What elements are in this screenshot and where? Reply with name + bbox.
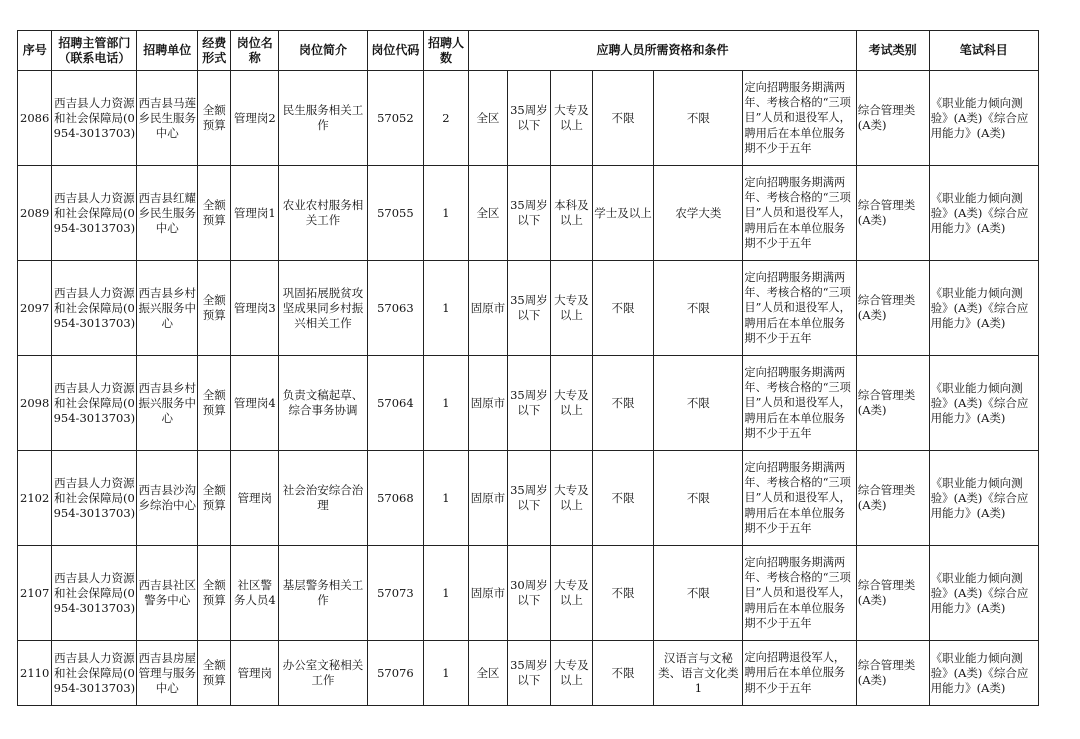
cell-post-code: 57064 bbox=[368, 356, 424, 451]
cell-written-subject: 《职业能力倾向测验》(A类)《综合应用能力》(A类) bbox=[929, 71, 1038, 166]
cell-seq: 2086 bbox=[18, 71, 52, 166]
cell-degree: 不限 bbox=[592, 451, 654, 546]
cell-written-subject: 《职业能力倾向测验》(A类)《综合应用能力》(A类) bbox=[929, 546, 1038, 641]
table-row bbox=[18, 166, 1039, 261]
cell-post-name: 管理岗2 bbox=[231, 71, 279, 166]
cell-post-name: 管理岗3 bbox=[231, 261, 279, 356]
cell-dept: 西吉县人力资源和社会保障局(0954-3013703) bbox=[52, 641, 137, 706]
table-row bbox=[18, 261, 1039, 356]
cell-written-subject: 《职业能力倾向测验》(A类)《综合应用能力》(A类) bbox=[929, 451, 1038, 546]
header-funding: 经费形式 bbox=[198, 31, 231, 71]
cell-unit: 西吉县乡村振兴服务中心 bbox=[137, 261, 198, 356]
cell-region: 固原市 bbox=[469, 451, 507, 546]
header-exam-type: 考试类别 bbox=[856, 31, 929, 71]
cell-count: 2 bbox=[423, 71, 469, 166]
cell-dept: 西吉县人力资源和社会保障局(0954-3013703) bbox=[52, 451, 137, 546]
cell-major: 不限 bbox=[654, 356, 743, 451]
cell-region: 固原市 bbox=[469, 546, 507, 641]
cell-major: 不限 bbox=[654, 71, 743, 166]
cell-other-conditions: 定向招聘服务期满两年、考核合格的“三项目”人员和退役军人，聘用后在本单位服务期不少于五年 bbox=[743, 451, 856, 546]
cell-funding: 全额预算 bbox=[198, 71, 231, 166]
cell-other-conditions: 定向招聘服务期满两年、考核合格的“三项目”人员和退役军人，聘用后在本单位服务期不少于五年 bbox=[743, 166, 856, 261]
header-post-code: 岗位代码 bbox=[368, 31, 424, 71]
cell-written-subject: 《职业能力倾向测验》(A类)《综合应用能力》(A类) bbox=[929, 261, 1038, 356]
cell-major: 不限 bbox=[654, 261, 743, 356]
cell-funding: 全额预算 bbox=[198, 261, 231, 356]
header-dept: 招聘主管部门（联系电话） bbox=[52, 31, 137, 71]
cell-post-name: 管理岗 bbox=[231, 641, 279, 706]
cell-post-intro: 基层警务相关工作 bbox=[279, 546, 368, 641]
cell-seq: 2089 bbox=[18, 166, 52, 261]
cell-unit: 西吉县沙沟乡综治中心 bbox=[137, 451, 198, 546]
cell-region: 固原市 bbox=[469, 356, 507, 451]
cell-post-name: 社区警务人员4 bbox=[231, 546, 279, 641]
header-written-subject: 笔试科目 bbox=[929, 31, 1038, 71]
cell-count: 1 bbox=[423, 356, 469, 451]
cell-exam-type: 综合管理类(A类) bbox=[856, 451, 929, 546]
cell-other-conditions: 定向招聘服务期满两年、考核合格的“三项目”人员和退役军人，聘用后在本单位服务期不少于五年 bbox=[743, 356, 856, 451]
cell-age: 35周岁以下 bbox=[507, 71, 551, 166]
cell-count: 1 bbox=[423, 451, 469, 546]
cell-unit: 西吉县乡村振兴服务中心 bbox=[137, 356, 198, 451]
header-seq: 序号 bbox=[18, 31, 52, 71]
cell-degree: 不限 bbox=[592, 71, 654, 166]
cell-age: 35周岁以下 bbox=[507, 261, 551, 356]
cell-count: 1 bbox=[423, 546, 469, 641]
cell-count: 1 bbox=[423, 166, 469, 261]
cell-post-intro: 民生服务相关工作 bbox=[279, 71, 368, 166]
cell-age: 35周岁以下 bbox=[507, 356, 551, 451]
cell-funding: 全额预算 bbox=[198, 546, 231, 641]
table-row bbox=[18, 641, 1039, 706]
cell-region: 全区 bbox=[469, 641, 507, 706]
cell-seq: 2102 bbox=[18, 451, 52, 546]
table-row bbox=[18, 546, 1039, 641]
cell-exam-type: 综合管理类(A类) bbox=[856, 166, 929, 261]
cell-dept: 西吉县人力资源和社会保障局(0954-3013703) bbox=[52, 166, 137, 261]
cell-unit: 西吉县社区警务中心 bbox=[137, 546, 198, 641]
cell-other-conditions: 定向招聘退役军人，聘用后在本单位服务期不少于五年 bbox=[743, 641, 856, 706]
cell-dept: 西吉县人力资源和社会保障局(0954-3013703) bbox=[52, 546, 137, 641]
cell-exam-type: 综合管理类(A类) bbox=[856, 546, 929, 641]
cell-exam-type: 综合管理类(A类) bbox=[856, 71, 929, 166]
cell-written-subject: 《职业能力倾向测验》(A类)《综合应用能力》(A类) bbox=[929, 641, 1038, 706]
cell-degree: 不限 bbox=[592, 546, 654, 641]
header-conditions: 应聘人员所需资格和条件 bbox=[469, 31, 857, 71]
cell-seq: 2097 bbox=[18, 261, 52, 356]
cell-degree: 学士及以上 bbox=[592, 166, 654, 261]
cell-region: 固原市 bbox=[469, 261, 507, 356]
recruitment-table bbox=[17, 30, 1039, 706]
header-unit: 招聘单位 bbox=[137, 31, 198, 71]
cell-written-subject: 《职业能力倾向测验》(A类)《综合应用能力》(A类) bbox=[929, 356, 1038, 451]
cell-dept: 西吉县人力资源和社会保障局(0954-3013703) bbox=[52, 71, 137, 166]
cell-major: 农学大类 bbox=[654, 166, 743, 261]
cell-seq: 2110 bbox=[18, 641, 52, 706]
cell-other-conditions: 定向招聘服务期满两年、考核合格的“三项目”人员和退役军人，聘用后在本单位服务期不少于五年 bbox=[743, 71, 856, 166]
header-post-intro: 岗位简介 bbox=[279, 31, 368, 71]
cell-post-code: 57076 bbox=[368, 641, 424, 706]
cell-other-conditions: 定向招聘服务期满两年、考核合格的“三项目”人员和退役军人，聘用后在本单位服务期不少于五年 bbox=[743, 261, 856, 356]
cell-education: 大专及以上 bbox=[551, 641, 592, 706]
cell-education: 大专及以上 bbox=[551, 261, 592, 356]
cell-post-code: 57052 bbox=[368, 71, 424, 166]
cell-degree: 不限 bbox=[592, 641, 654, 706]
header-row bbox=[18, 31, 1039, 71]
cell-dept: 西吉县人力资源和社会保障局(0954-3013703) bbox=[52, 261, 137, 356]
cell-post-intro: 社会治安综合治理 bbox=[279, 451, 368, 546]
table-row bbox=[18, 71, 1039, 166]
cell-post-intro: 负责文稿起草、综合事务协调 bbox=[279, 356, 368, 451]
cell-funding: 全额预算 bbox=[198, 356, 231, 451]
cell-post-intro: 办公室文秘相关工作 bbox=[279, 641, 368, 706]
cell-region: 全区 bbox=[469, 166, 507, 261]
cell-funding: 全额预算 bbox=[198, 166, 231, 261]
cell-major: 不限 bbox=[654, 546, 743, 641]
cell-age: 35周岁以下 bbox=[507, 641, 551, 706]
table-row bbox=[18, 451, 1039, 546]
cell-major: 不限 bbox=[654, 451, 743, 546]
cell-exam-type: 综合管理类(A类) bbox=[856, 261, 929, 356]
cell-post-name: 管理岗1 bbox=[231, 166, 279, 261]
cell-age: 35周岁以下 bbox=[507, 451, 551, 546]
table-row bbox=[18, 356, 1039, 451]
cell-exam-type: 综合管理类(A类) bbox=[856, 356, 929, 451]
cell-post-name: 管理岗4 bbox=[231, 356, 279, 451]
cell-count: 1 bbox=[423, 261, 469, 356]
cell-age: 30周岁以下 bbox=[507, 546, 551, 641]
cell-education: 大专及以上 bbox=[551, 356, 592, 451]
cell-education: 大专及以上 bbox=[551, 451, 592, 546]
cell-post-code: 57063 bbox=[368, 261, 424, 356]
header-count: 招聘人数 bbox=[423, 31, 469, 71]
cell-dept: 西吉县人力资源和社会保障局(0954-3013703) bbox=[52, 356, 137, 451]
cell-degree: 不限 bbox=[592, 261, 654, 356]
cell-education: 本科及以上 bbox=[551, 166, 592, 261]
cell-funding: 全额预算 bbox=[198, 641, 231, 706]
cell-education: 大专及以上 bbox=[551, 546, 592, 641]
cell-major: 汉语言与文秘类、语言文化类1 bbox=[654, 641, 743, 706]
cell-region: 全区 bbox=[469, 71, 507, 166]
cell-post-code: 57068 bbox=[368, 451, 424, 546]
cell-seq: 2107 bbox=[18, 546, 52, 641]
cell-post-code: 57073 bbox=[368, 546, 424, 641]
cell-funding: 全额预算 bbox=[198, 451, 231, 546]
header-post-name: 岗位名称 bbox=[231, 31, 279, 71]
cell-post-intro: 农业农村服务相关工作 bbox=[279, 166, 368, 261]
cell-education: 大专及以上 bbox=[551, 71, 592, 166]
cell-written-subject: 《职业能力倾向测验》(A类)《综合应用能力》(A类) bbox=[929, 166, 1038, 261]
cell-age: 35周岁以下 bbox=[507, 166, 551, 261]
cell-unit: 西吉县马莲乡民生服务中心 bbox=[137, 71, 198, 166]
cell-unit: 西吉县红耀乡民生服务中心 bbox=[137, 166, 198, 261]
cell-post-name: 管理岗 bbox=[231, 451, 279, 546]
cell-post-intro: 巩固拓展脱贫攻坚成果同乡村振兴相关工作 bbox=[279, 261, 368, 356]
cell-other-conditions: 定向招聘服务期满两年、考核合格的“三项目”人员和退役军人，聘用后在本单位服务期不少于五年 bbox=[743, 546, 856, 641]
cell-seq: 2098 bbox=[18, 356, 52, 451]
cell-degree: 不限 bbox=[592, 356, 654, 451]
cell-exam-type: 综合管理类(A类) bbox=[856, 641, 929, 706]
cell-count: 1 bbox=[423, 641, 469, 706]
cell-post-code: 57055 bbox=[368, 166, 424, 261]
cell-unit: 西吉县房屋管理与服务中心 bbox=[137, 641, 198, 706]
